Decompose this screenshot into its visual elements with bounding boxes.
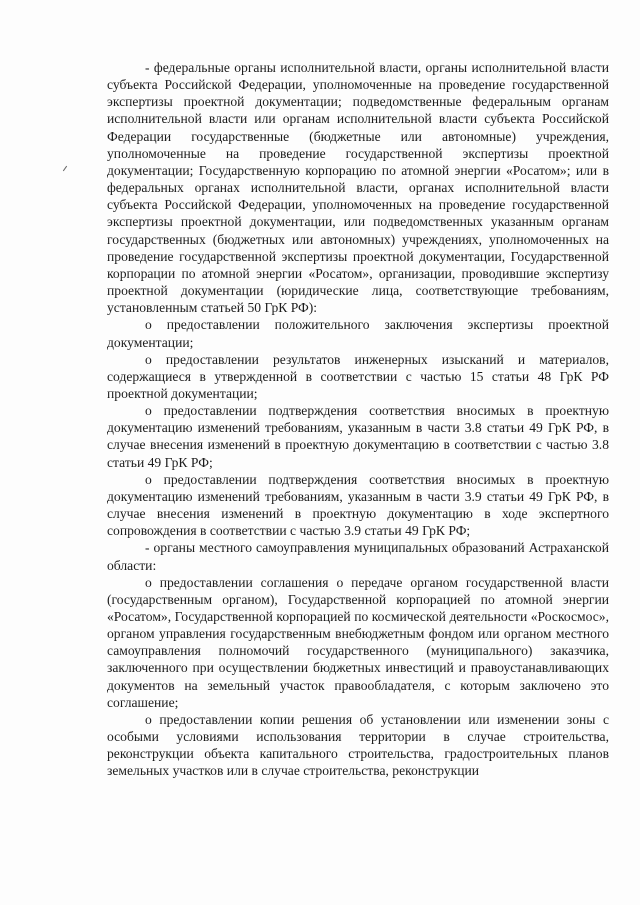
document-body	[107, 59, 609, 780]
paragraph-confirmation-3-8: о предоставлении подтверждения соответствия вносимых в проектную документацию изменений требованиям, указанным в части 3.8 статьи 49 ГрК РФ, в случае внесения изменений в проектную документацию в соответствии с частью 3.8 статьи 49 ГрК РФ;	[107, 403, 609, 470]
margin-mark	[63, 166, 67, 171]
paragraph-positive-conclusion: о предоставлении положительного заключения экспертизы проектной документации;	[107, 317, 609, 350]
paragraph-federal-bodies: - федеральные органы исполнительной власти, органы исполнительной власти субъекта Российской Федерации, уполномоченные на проведение государственной экспертизы проектной документации; подведомственные федеральным органам исполнительной власти или органам исполнительной власти субъекта Российской Федерации государственные (бюджетные или автономные) учреждения, уполномоченные на проведение государственной экспертизы проектной документации; Государственную корпорацию по атомной энергии «Росатом»; или в федеральных органах исполнительной власти, органах исполнительной власти субъекта Российской Федерации, уполномоченных на проведение государственной экспертизы проектной документации, или подведомственных указанным органам государственных (бюджетных или автономных) учреждениях, уполномоченных на проведение государственной экспертизы проектной документации, Государственной корпорации по атомной энергии «Росатом», организации, проводившие экспертизу проектной документации (юридические лица, соответствующие требованиям, установленным статьей 50 ГрК РФ):	[107, 60, 609, 316]
paragraph-confirmation-3-9: о предоставлении подтверждения соответствия вносимых в проектную документацию изменений требованиям, указанным в части 3.9 статьи 49 ГрК РФ, в случае внесения изменений в проектную документацию в ходе экспертного сопровождения в соответствии с частью 3.9 статьи 49 ГрК РФ;	[107, 471, 609, 539]
paragraph-agreement: о предоставлении соглашения о передаче органом государственной власти (государственным органом), Государственной корпорацией по атомной энергии «Росатом», Государственной корпорацией по космической деятельности «Роскосмос», органом управления государственным внебюджетным фондом или органом местного самоуправления полномочий государственного (муниципального) заказчика, заключенного при осуществлении бюджетных инвестиций и правоустанавливающих документов на земельный участок правообладателя, с которым заключено это соглашение;	[107, 574, 609, 710]
paragraph-engineering-surveys: о предоставлении результатов инженерных изысканий и материалов, содержащиеся в утвержденной в соответствии с частью 15 статьи 48 ГрК РФ проектной документации;	[107, 351, 609, 401]
paragraph-local-authorities: - органы местного самоуправления муниципальных образований Астраханской области:	[107, 540, 609, 573]
paragraph-zone-decision: о предоставлении копии решения об установлении или изменении зоны с особыми условиями использования территории в случае строительства, реконструкции объекта капитального строительства, градостроительных планов земельных участков или в случае строительства, реконструкции	[107, 711, 609, 779]
